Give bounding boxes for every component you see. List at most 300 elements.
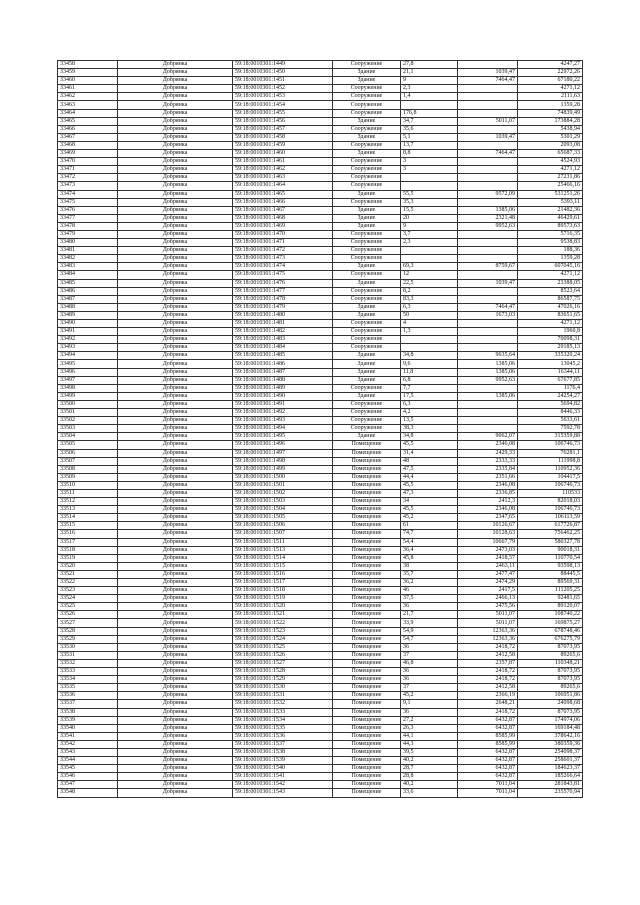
area-cell: 40,2 <box>401 781 458 789</box>
row-number-cell: 33546 <box>58 773 118 781</box>
row-number-cell: 33467 <box>58 133 118 141</box>
table-row <box>58 417 583 425</box>
cadastral-number-cell: 59:18:0010301:1520 <box>233 603 333 611</box>
area-cell <box>401 247 458 255</box>
unit-value-cell: 1039,47 <box>458 69 518 77</box>
cadastral-value-cell: 92481,65 <box>518 595 583 603</box>
area-cell: 38,3 <box>401 425 458 433</box>
row-number-cell: 33524 <box>58 595 118 603</box>
locality-cell: Добрянка <box>118 239 233 247</box>
row-number-cell: 33477 <box>58 214 118 222</box>
area-cell: 37,5 <box>401 595 458 603</box>
cadastral-value-cell: 83651,65 <box>518 311 583 319</box>
area-cell: 9 <box>401 77 458 85</box>
cadastral-value-cell: 169184,48 <box>518 724 583 732</box>
object-type-cell: Помещение <box>333 659 401 667</box>
area-cell: 45,8 <box>401 554 458 562</box>
object-type-cell: Помещение <box>333 619 401 627</box>
cadastral-number-cell: 59:18:0010301:1521 <box>233 611 333 619</box>
row-number-cell: 33530 <box>58 643 118 651</box>
unit-value-cell <box>458 166 518 174</box>
object-type-cell: Сооружение <box>333 271 401 279</box>
cadastral-value-cell: 89573,63 <box>518 222 583 230</box>
locality-cell: Добрянка <box>118 765 233 773</box>
locality-cell: Добрянка <box>118 514 233 522</box>
cadastral-number-cell: 59:18:0010301:1533 <box>233 708 333 716</box>
row-number-cell: 33486 <box>58 287 118 295</box>
table-row <box>58 166 583 174</box>
cadastral-value-cell: 108740,22 <box>518 611 583 619</box>
unit-value-cell: 12363,36 <box>458 635 518 643</box>
locality-cell: Добрянка <box>118 376 233 384</box>
unit-value-cell: 1039,47 <box>458 279 518 287</box>
row-number-cell: 33490 <box>58 320 118 328</box>
cadastral-value-cell: 756462,25 <box>518 530 583 538</box>
area-cell: 28,8 <box>401 773 458 781</box>
unit-value-cell: 2357,87 <box>458 659 518 667</box>
cadastral-number-cell: 59:18:0010301:1461 <box>233 158 333 166</box>
cadastral-number-cell: 59:18:0010301:1456 <box>233 117 333 125</box>
row-number-cell: 33531 <box>58 651 118 659</box>
unit-value-cell: 7464,47 <box>458 77 518 85</box>
table-row <box>58 239 583 247</box>
unit-value-cell <box>458 328 518 336</box>
cadastral-value-cell: 5301,29 <box>518 133 583 141</box>
locality-cell: Добрянка <box>118 69 233 77</box>
row-number-cell: 33526 <box>58 611 118 619</box>
locality-cell: Добрянка <box>118 336 233 344</box>
area-cell: 8,8 <box>401 150 458 158</box>
cadastral-value-cell: 281843,81 <box>518 781 583 789</box>
locality-cell: Добрянка <box>118 295 233 303</box>
unit-value-cell: 7011,04 <box>458 789 518 797</box>
unit-value-cell: 8585,99 <box>458 740 518 748</box>
area-cell: 9,1 <box>401 700 458 708</box>
unit-value-cell <box>458 320 518 328</box>
row-number-cell: 33499 <box>58 392 118 400</box>
row-number-cell: 33516 <box>58 530 118 538</box>
cadastral-value-cell: 89569,31 <box>518 579 583 587</box>
cadastral-value-cell: 188,36 <box>518 247 583 255</box>
row-number-cell: 33474 <box>58 190 118 198</box>
cadastral-value-cell: 173884,28 <box>518 117 583 125</box>
object-type-cell: Помещение <box>333 748 401 756</box>
cadastral-value-cell: 88445,5 <box>518 570 583 578</box>
unit-value-cell: 8585,99 <box>458 732 518 740</box>
row-number-cell: 33494 <box>58 352 118 360</box>
object-type-cell: Помещение <box>333 716 401 724</box>
unit-value-cell: 1039,47 <box>458 133 518 141</box>
object-type-cell: Помещение <box>333 732 401 740</box>
row-number-cell: 33482 <box>58 255 118 263</box>
table-row <box>58 570 583 578</box>
row-number-cell: 33527 <box>58 619 118 627</box>
unit-value-cell <box>458 400 518 408</box>
cadastral-number-cell: 59:18:0010301:1468 <box>233 214 333 222</box>
unit-value-cell: 12363,36 <box>458 627 518 635</box>
row-number-cell: 33508 <box>58 465 118 473</box>
cadastral-value-cell: 87073,95 <box>518 676 583 684</box>
cadastral-number-cell: 59:18:0010301:1474 <box>233 263 333 271</box>
object-type-cell: Помещение <box>333 757 401 765</box>
area-cell: 13,5 <box>401 417 458 425</box>
cadastral-value-cell: 254098,37 <box>518 748 583 756</box>
object-type-cell: Помещение <box>333 546 401 554</box>
object-type-cell: Здание <box>333 117 401 125</box>
cadastral-value-cell: 580327,78 <box>518 538 583 546</box>
cadastral-number-cell: 59:18:0010301:1449 <box>233 61 333 69</box>
object-type-cell: Помещение <box>333 587 401 595</box>
table-row <box>58 773 583 781</box>
cadastral-number-cell: 59:18:0010301:1516 <box>233 570 333 578</box>
cadastral-number-cell: 59:18:0010301:1471 <box>233 239 333 247</box>
cadastral-value-cell: 89120,07 <box>518 603 583 611</box>
cadastral-value-cell: 110770,54 <box>518 554 583 562</box>
cadastral-value-cell: 106746,73 <box>518 506 583 514</box>
cadastral-number-cell: 59:18:0010301:1497 <box>233 449 333 457</box>
row-number-cell: 33529 <box>58 635 118 643</box>
cadastral-number-cell: 59:18:0010301:1493 <box>233 417 333 425</box>
locality-cell: Добрянка <box>118 417 233 425</box>
object-type-cell: Здание <box>333 279 401 287</box>
area-cell: 31,4 <box>401 449 458 457</box>
unit-value-cell: 2336,85 <box>458 489 518 497</box>
cadastral-number-cell: 59:18:0010301:1490 <box>233 392 333 400</box>
table-row <box>58 724 583 732</box>
locality-cell: Добрянка <box>118 93 233 101</box>
unit-value-cell <box>458 85 518 93</box>
table-row <box>58 465 583 473</box>
area-cell: 61 <box>401 522 458 530</box>
cadastral-value-cell: 9538,83 <box>518 239 583 247</box>
area-cell <box>401 174 458 182</box>
locality-cell: Добрянка <box>118 263 233 271</box>
unit-value-cell <box>458 425 518 433</box>
area-cell: 21,1 <box>401 69 458 77</box>
area-cell: 22,5 <box>401 279 458 287</box>
row-number-cell: 33514 <box>58 514 118 522</box>
locality-cell: Добрянка <box>118 481 233 489</box>
table-row <box>58 538 583 546</box>
unit-value-cell: 2473,03 <box>458 546 518 554</box>
area-cell: 44,3 <box>401 740 458 748</box>
area-cell: 37 <box>401 651 458 659</box>
table-row <box>58 765 583 773</box>
row-number-cell: 33476 <box>58 206 118 214</box>
unit-value-cell: 9952,63 <box>458 376 518 384</box>
cadastral-number-cell: 59:18:0010301:1485 <box>233 352 333 360</box>
cadastral-value-cell: 76281,1 <box>518 449 583 457</box>
table-row <box>58 651 583 659</box>
table-row <box>58 481 583 489</box>
locality-cell: Добрянка <box>118 287 233 295</box>
cadastral-value-cell: 22972,26 <box>518 69 583 77</box>
cadastral-value-cell: 16344,11 <box>518 368 583 376</box>
unit-value-cell <box>458 158 518 166</box>
area-cell: 3,7 <box>401 230 458 238</box>
table-row <box>58 595 583 603</box>
row-number-cell: 33485 <box>58 279 118 287</box>
unit-value-cell: 10667,79 <box>458 538 518 546</box>
row-number-cell: 33498 <box>58 384 118 392</box>
unit-value-cell: 5011,07 <box>458 117 518 125</box>
object-type-cell: Сооружение <box>333 295 401 303</box>
cadastral-value-cell: 1176,4 <box>518 384 583 392</box>
cadastral-value-cell: 4247,27 <box>518 61 583 69</box>
cadastral-number-cell: 59:18:0010301:1513 <box>233 546 333 554</box>
object-type-cell: Помещение <box>333 684 401 692</box>
object-type-cell: Помещение <box>333 514 401 522</box>
locality-cell: Добрянка <box>118 684 233 692</box>
locality-cell: Добрянка <box>118 627 233 635</box>
area-cell: 20 <box>401 214 458 222</box>
row-number-cell: 33458 <box>58 61 118 69</box>
row-number-cell: 33541 <box>58 732 118 740</box>
unit-value-cell: 2474,29 <box>458 579 518 587</box>
object-type-cell: Здание <box>333 150 401 158</box>
cadastral-number-cell: 59:18:0010301:1450 <box>233 69 333 77</box>
row-number-cell: 33512 <box>58 498 118 506</box>
area-cell: 36 <box>401 603 458 611</box>
cadastral-value-cell: 174974,06 <box>518 716 583 724</box>
row-number-cell: 33502 <box>58 417 118 425</box>
locality-cell: Добрянка <box>118 230 233 238</box>
row-number-cell: 33481 <box>58 247 118 255</box>
locality-cell: Добрянка <box>118 595 233 603</box>
locality-cell: Добрянка <box>118 352 233 360</box>
cadastral-number-cell: 59:18:0010301:1467 <box>233 206 333 214</box>
object-type-cell: Сооружение <box>333 239 401 247</box>
area-cell: 28,7 <box>401 765 458 773</box>
cadastral-number-cell: 59:18:0010301:1498 <box>233 457 333 465</box>
cadastral-number-cell: 59:18:0010301:1492 <box>233 409 333 417</box>
row-number-cell: 33538 <box>58 708 118 716</box>
locality-cell: Добрянка <box>118 603 233 611</box>
object-type-cell: Помещение <box>333 676 401 684</box>
object-type-cell: Здание <box>333 133 401 141</box>
unit-value-cell: 7464,47 <box>458 150 518 158</box>
unit-value-cell: 9635,64 <box>458 352 518 360</box>
area-cell: 1,3 <box>401 328 458 336</box>
unit-value-cell: 7011,04 <box>458 781 518 789</box>
locality-cell: Добрянка <box>118 538 233 546</box>
unit-value-cell <box>458 287 518 295</box>
cadastral-number-cell: 59:18:0010301:1464 <box>233 182 333 190</box>
row-number-cell: 33500 <box>58 400 118 408</box>
row-number-cell: 33466 <box>58 125 118 133</box>
table-row <box>58 522 583 530</box>
locality-cell: Добрянка <box>118 546 233 554</box>
locality-cell: Добрянка <box>118 441 233 449</box>
row-number-cell: 33489 <box>58 311 118 319</box>
cadastral-value-cell: 4271,12 <box>518 320 583 328</box>
cadastral-value-cell: 607045,16 <box>518 263 583 271</box>
locality-cell: Добрянка <box>118 198 233 206</box>
object-type-cell: Помещение <box>333 611 401 619</box>
table-row <box>58 732 583 740</box>
cadastral-value-cell: 258601,37 <box>518 757 583 765</box>
table-row <box>58 230 583 238</box>
cadastral-value-cell: 2111,63 <box>518 93 583 101</box>
cadastral-value-cell: 4524,93 <box>518 158 583 166</box>
locality-cell: Добрянка <box>118 61 233 69</box>
cadastral-value-cell: 27231,86 <box>518 174 583 182</box>
area-cell: 1,4 <box>401 93 458 101</box>
unit-value-cell: 2418,72 <box>458 643 518 651</box>
area-cell <box>401 255 458 263</box>
object-type-cell: Помещение <box>333 724 401 732</box>
cadastral-number-cell: 59:18:0010301:1470 <box>233 230 333 238</box>
unit-value-cell: 6432,87 <box>458 773 518 781</box>
locality-cell: Добрянка <box>118 449 233 457</box>
row-number-cell: 33491 <box>58 328 118 336</box>
table-row <box>58 684 583 692</box>
unit-value-cell: 2351,66 <box>458 473 518 481</box>
cadastral-number-cell: 59:18:0010301:1478 <box>233 295 333 303</box>
cadastral-value-cell: 47026,16 <box>518 303 583 311</box>
table-row <box>58 392 583 400</box>
table-row <box>58 659 583 667</box>
locality-cell: Добрянка <box>118 659 233 667</box>
cadastral-value-cell: 67180,22 <box>518 77 583 85</box>
unit-value-cell: 2418,57 <box>458 554 518 562</box>
unit-value-cell: 2346,08 <box>458 441 518 449</box>
area-cell: 55,5 <box>401 190 458 198</box>
object-type-cell: Здание <box>333 433 401 441</box>
locality-cell: Добрянка <box>118 311 233 319</box>
object-type-cell: Здание <box>333 392 401 400</box>
unit-value-cell <box>458 344 518 352</box>
row-number-cell: 33504 <box>58 433 118 441</box>
locality-cell: Добрянка <box>118 182 233 190</box>
area-cell: 83,3 <box>401 295 458 303</box>
area-cell: 39,5 <box>401 748 458 756</box>
object-type-cell: Здание <box>333 303 401 311</box>
area-cell: 36,2 <box>401 579 458 587</box>
cadastral-value-cell: 7592,78 <box>518 425 583 433</box>
cadastral-number-cell: 59:18:0010301:1526 <box>233 651 333 659</box>
cadastral-number-cell: 59:18:0010301:1488 <box>233 376 333 384</box>
unit-value-cell: 6432,87 <box>458 757 518 765</box>
locality-cell: Добрянка <box>118 732 233 740</box>
table-row <box>58 158 583 166</box>
unit-value-cell: 2417,5 <box>458 587 518 595</box>
row-number-cell: 33534 <box>58 676 118 684</box>
cadastral-value-cell: 93598,13 <box>518 562 583 570</box>
row-number-cell: 33484 <box>58 271 118 279</box>
area-cell: 44,1 <box>401 732 458 740</box>
cadastral-value-cell: 676275,79 <box>518 635 583 643</box>
locality-cell: Добрянка <box>118 360 233 368</box>
unit-value-cell: 2346,08 <box>458 506 518 514</box>
area-cell: 36 <box>401 708 458 716</box>
locality-cell: Добрянка <box>118 206 233 214</box>
unit-value-cell: 1385,06 <box>458 206 518 214</box>
locality-cell: Добрянка <box>118 425 233 433</box>
area-cell: 4 <box>401 320 458 328</box>
area-cell: 5,1 <box>401 133 458 141</box>
cadastral-number-cell: 59:18:0010301:1531 <box>233 692 333 700</box>
table-row <box>58 109 583 117</box>
row-number-cell: 33493 <box>58 344 118 352</box>
table-row <box>58 182 583 190</box>
cadastral-value-cell: 8446,33 <box>518 409 583 417</box>
object-type-cell: Сооружение <box>333 287 401 295</box>
locality-cell: Добрянка <box>118 117 233 125</box>
locality-cell: Добрянка <box>118 141 233 149</box>
row-number-cell: 33537 <box>58 700 118 708</box>
row-number-cell: 33509 <box>58 473 118 481</box>
cadastral-number-cell: 59:18:0010301:1511 <box>233 538 333 546</box>
area-cell: 54,7 <box>401 635 458 643</box>
table-row <box>58 77 583 85</box>
cadastral-number-cell: 59:18:0010301:1543 <box>233 789 333 797</box>
area-cell: 2,3 <box>401 239 458 247</box>
cadastral-value-cell: 110952,36 <box>518 465 583 473</box>
cadastral-value-cell: 5716,35 <box>518 230 583 238</box>
cadastral-value-cell: 380359,36 <box>518 740 583 748</box>
unit-value-cell <box>458 109 518 117</box>
cadastral-number-cell: 59:18:0010301:1529 <box>233 676 333 684</box>
unit-value-cell: 1385,06 <box>458 392 518 400</box>
cadastral-number-cell: 59:18:0010301:1489 <box>233 384 333 392</box>
row-number-cell: 33488 <box>58 303 118 311</box>
unit-value-cell: 2418,72 <box>458 676 518 684</box>
object-type-cell: Помещение <box>333 506 401 514</box>
table-row <box>58 279 583 287</box>
row-number-cell: 33536 <box>58 692 118 700</box>
object-type-cell: Здание <box>333 222 401 230</box>
object-type-cell: Сооружение <box>333 125 401 133</box>
unit-value-cell: 2648,21 <box>458 700 518 708</box>
area-cell: 37 <box>401 684 458 692</box>
cadastral-number-cell: 59:18:0010301:1473 <box>233 255 333 263</box>
table-row <box>58 206 583 214</box>
cadastral-value-cell: 1960,8 <box>518 328 583 336</box>
row-number-cell: 33515 <box>58 522 118 530</box>
locality-cell: Добрянка <box>118 757 233 765</box>
row-number-cell: 33520 <box>58 562 118 570</box>
cadastral-number-cell: 59:18:0010301:1477 <box>233 287 333 295</box>
locality-cell: Добрянка <box>118 668 233 676</box>
unit-value-cell: 2429,33 <box>458 449 518 457</box>
cadastral-number-cell: 59:18:0010301:1524 <box>233 635 333 643</box>
object-type-cell: Сооружение <box>333 182 401 190</box>
object-type-cell: Сооружение <box>333 158 401 166</box>
cadastral-number-cell: 59:18:0010301:1465 <box>233 190 333 198</box>
row-number-cell: 33479 <box>58 230 118 238</box>
unit-value-cell <box>458 61 518 69</box>
unit-value-cell: 6432,87 <box>458 724 518 732</box>
area-cell: 46,8 <box>401 659 458 667</box>
cadastral-value-cell: 104417,5 <box>518 473 583 481</box>
area-cell: 38 <box>401 562 458 570</box>
locality-cell: Добрянка <box>118 133 233 141</box>
row-number-cell: 33462 <box>58 93 118 101</box>
table-row <box>58 716 583 724</box>
row-number-cell: 33497 <box>58 376 118 384</box>
table-row <box>58 295 583 303</box>
table-row <box>58 222 583 230</box>
table-row <box>58 619 583 627</box>
area-cell: 34 <box>401 498 458 506</box>
table-row <box>58 643 583 651</box>
area-cell: 50 <box>401 311 458 319</box>
area-cell: 44,4 <box>401 473 458 481</box>
table-row <box>58 514 583 522</box>
unit-value-cell: 2418,72 <box>458 708 518 716</box>
object-type-cell: Сооружение <box>333 336 401 344</box>
